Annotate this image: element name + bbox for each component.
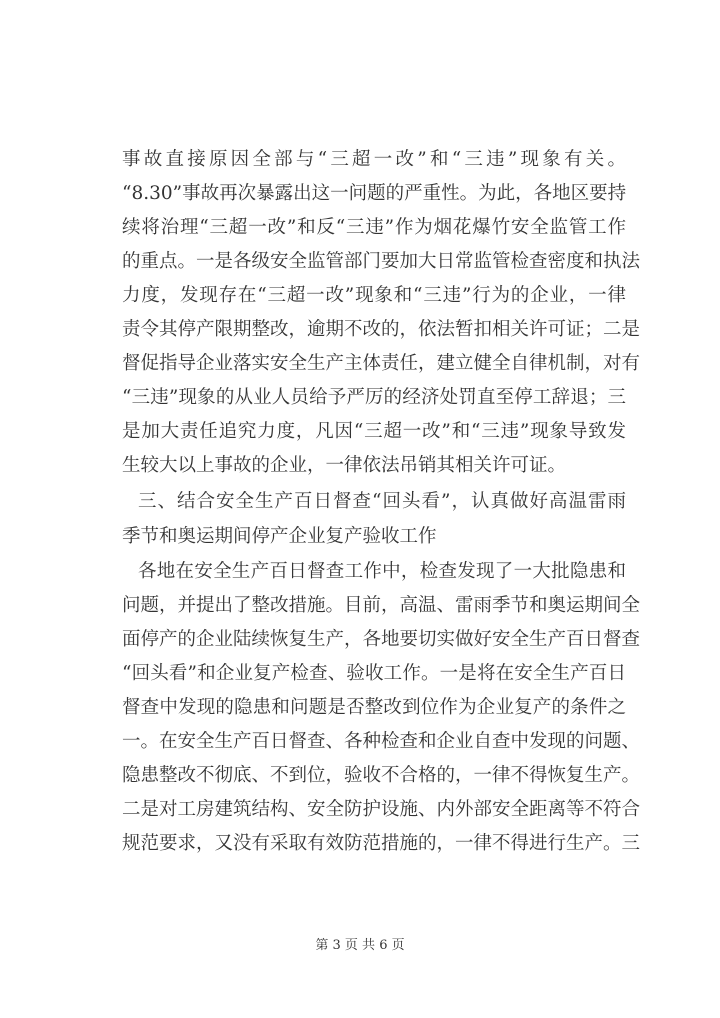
text-line: 续将治理“三超一改”和反“三违”作为烟花爆竹安全监管工作	[122, 217, 626, 238]
section-heading: 三、结合安全生产百日督查“回头看”，认真做好高温雷雨	[138, 491, 626, 512]
text-line: 的重点。一是各级安全监管部门要加大日常监管检查密度和执法	[122, 251, 641, 272]
text-line: 督查中发现的隐患和问题是否整改到位作为企业复产的条件之	[122, 697, 626, 718]
page-number-footer: 第 3 页 共 6 页	[315, 938, 405, 953]
text-line: 生较大以上事故的企业，一律依法吊销其相关许可证。	[122, 455, 567, 476]
text-line: 是加大责任追究力度，凡因“三超一改”和“三违”现象导致发	[122, 421, 626, 442]
text-line: “三违”现象的从业人员给予严厉的经济处罚直至停工辞退；三	[122, 387, 626, 408]
section-heading: 季节和奥运期间停产企业复产验收工作	[122, 526, 437, 547]
text-line: “8.30”事故再次暴露出这一问题的严重性。为此，各地区要持	[122, 183, 627, 204]
text-line: 二是对工房建筑结构、安全防护设施、内外部安全距离等不符合	[122, 799, 641, 820]
text-line: 规范要求，又没有采取有效防范措施的，一律不得进行生产。三	[122, 833, 641, 854]
text-line: “回头看”和企业复产检查、验收工作。一是将在安全生产百日	[122, 663, 626, 684]
text-line: 责令其停产限期整改，逾期不改的，依法暂扣相关许可证；二是	[122, 319, 641, 340]
text-line: 事故直接原因全部与“三超一改”和“三违”现象有关。	[122, 149, 626, 170]
text-line: 问题，并提出了整改措施。目前，高温、雷雨季节和奥运期间全	[122, 595, 641, 616]
text-line: 一。在安全生产百日督查、各种检查和企业自查中发现的问题、	[122, 731, 641, 752]
text-line: 各地在安全生产百日督查工作中，检查发现了一大批隐患和	[138, 561, 626, 582]
text-line: 隐患整改不彻底、不到位，验收不合格的，一律不得恢复生产。	[122, 765, 641, 786]
text-line: 面停产的企业陆续恢复生产，各地要切实做好安全生产百日督查	[122, 629, 641, 650]
text-line: 督促指导企业落实安全生产主体责任，建立健全自律机制，对有	[122, 353, 641, 374]
text-line: 力度，发现存在“三超一改”现象和“三违”行为的企业，一律	[122, 285, 626, 306]
